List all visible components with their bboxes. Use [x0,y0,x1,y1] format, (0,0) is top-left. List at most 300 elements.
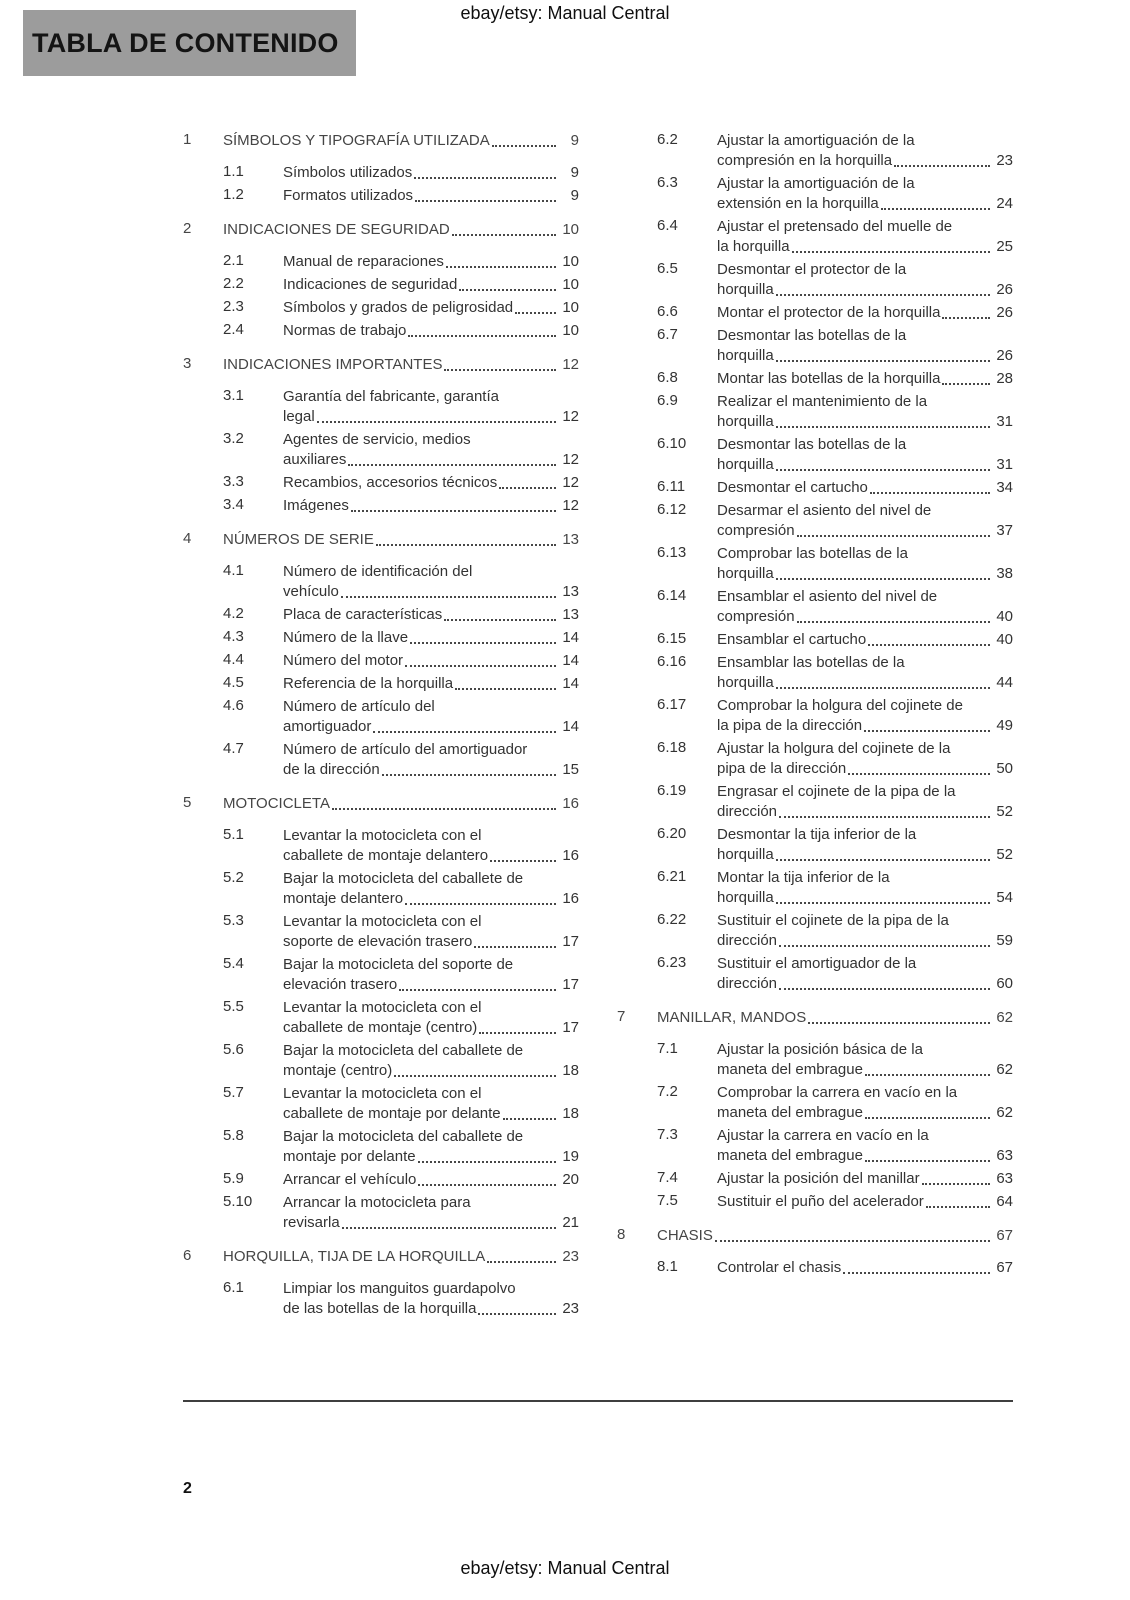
toc-entry-lines [223,220,579,240]
toc-entry-page: 19 [562,1148,579,1165]
toc-entry [617,954,1013,994]
toc-entry-title-line: Limpiar los manguitos guardapolvo [283,1280,516,1297]
toc-entry-lastline [283,496,579,516]
toc-entry [183,794,579,814]
toc-dot-leader [478,1313,556,1315]
toc-entry [617,217,1013,257]
toc-dot-leader [405,665,556,667]
toc-entry-number: 6.18 [657,739,687,756]
toc-entry-lastline [717,1169,1013,1189]
toc-entry-lines [283,651,579,671]
toc-entry-number: 5.10 [223,1193,253,1210]
toc-entry-title: de la dirección [283,761,380,778]
toc-entry-title-line: Comprobar la holgura del cojinete de [717,697,963,714]
toc-entry-number: 8.1 [657,1258,678,1275]
toc-entry-lastline [717,151,1013,171]
toc-entry-page: 23 [562,1300,579,1317]
toc-entry [183,1084,579,1124]
toc-entry [617,1258,1013,1278]
toc-entry-lines [283,430,579,470]
toc-entry-lastline [223,1247,579,1267]
toc-column-left [183,131,579,1322]
toc-entry-number: 7 [617,1008,626,1025]
toc-entry [617,326,1013,366]
toc-entry-number: 7.4 [657,1169,678,1186]
toc-entry-lastline [283,651,579,671]
toc-entry-page: 62 [996,1104,1013,1121]
toc-entry [183,826,579,866]
toc-entry-page: 14 [562,675,579,692]
toc-entry-number: 6.3 [657,174,678,191]
toc-dot-leader [399,989,556,991]
toc-entry-title: Imágenes [283,497,349,514]
toc-entry-number: 3.3 [223,473,244,490]
toc-entry-lines [717,544,1013,584]
toc-dot-leader [418,1161,556,1163]
toc-entry-lastline [717,280,1013,300]
toc-entry [183,1193,579,1233]
toc-entry-title: horquilla [717,347,774,364]
toc-entry-lastline [283,582,579,602]
toc-entry-lastline [283,407,579,427]
document-header-text: ebay/etsy: Manual Central [460,3,670,23]
toc-entry-title-line: Ajustar la amortiguación de la [717,132,915,149]
toc-entry-lines [717,1192,1013,1212]
toc-entry-lines [283,869,579,909]
toc-entry [617,587,1013,627]
toc-entry-lastline [283,889,579,909]
toc-entry-number: 6.17 [657,696,687,713]
toc-entry-title: Referencia de la horquilla [283,675,454,692]
toc-entry-title: horquilla [717,889,774,906]
toc-entry-lines [283,674,579,694]
toc-entry-number: 5.7 [223,1084,244,1101]
toc-dot-leader [868,644,990,646]
toc-entry [183,275,579,295]
toc-dot-leader [779,945,990,947]
toc-entry-lines [717,1258,1013,1278]
toc-entry-title: horquilla [717,565,774,582]
toc-entry-lines [717,326,1013,366]
toc-entry-page: 28 [996,370,1013,387]
toc-entry-title: horquilla [717,413,774,430]
toc-entry-page: 18 [562,1062,579,1079]
toc-entry-lastline [717,346,1013,366]
toc-entry-title-line: Realizar el mantenimiento de la [717,393,928,410]
toc-entry-title-line: Bajar la motocicleta del caballete de [283,1042,524,1059]
toc-entry-lines [717,435,1013,475]
toc-entry-number: 1 [183,131,192,148]
toc-dot-leader [776,902,990,904]
toc-dot-leader [341,596,556,598]
toc-entry [617,696,1013,736]
toc-entry-title: horquilla [717,281,774,298]
toc-entry-lines [283,1084,579,1124]
toc-dot-leader [848,773,990,775]
toc-entry-title-line: Levantar la motocicleta con el [283,1085,482,1102]
toc-dot-leader [926,1206,990,1208]
toc-entry-lines [657,1008,1013,1028]
page-title-box [23,10,356,76]
toc-entry-number: 3 [183,355,192,372]
toc-entry-title: maneta del embrague [717,1147,863,1164]
toc-entry-page: 26 [996,304,1013,321]
toc-entry-title: caballete de montaje (centro) [283,1019,478,1036]
toc-entry-title: caballete de montaje delantero [283,847,489,864]
toc-entry-page: 12 [562,408,579,425]
toc-dot-leader [776,578,990,580]
toc-entry [617,911,1013,951]
toc-entry-lastline [717,455,1013,475]
toc-entry-number: 5.1 [223,826,244,843]
toc-entry-page: 60 [996,975,1013,992]
toc-entry-title: INDICACIONES IMPORTANTES [223,356,443,373]
toc-entry-title-line: Comprobar la carrera en vacío en la [717,1084,958,1101]
toc-entry-page: 62 [996,1009,1013,1026]
toc-entry [617,369,1013,389]
toc-entry-number: 7.1 [657,1040,678,1057]
toc-entry [183,1127,579,1167]
toc-entry-title-line: Bajar la motocicleta del caballete de [283,1128,524,1145]
toc-entry-page: 52 [996,803,1013,820]
toc-entry [617,260,1013,300]
toc-entry [183,321,579,341]
toc-entry-title-line: Ajustar la posición básica de la [717,1041,923,1058]
toc-entry-title: elevación trasero [283,976,398,993]
toc-entry-page: 26 [996,281,1013,298]
toc-entry-title: Desmontar el cartucho [717,479,868,496]
toc-entry-lines [283,562,579,602]
toc-entry [183,1041,579,1081]
toc-entry [183,674,579,694]
toc-entry-page: 21 [562,1214,579,1231]
toc-entry [617,1008,1013,1028]
toc-entry-title: Manual de reparaciones [283,253,444,270]
toc-entry-page: 12 [562,497,579,514]
toc-entry [183,697,579,737]
toc-entry-lines [283,826,579,866]
toc-entry-lastline [283,846,579,866]
toc-entry-number: 3.4 [223,496,244,513]
toc-entry-title: vehículo [283,583,339,600]
toc-entry-page: 59 [996,932,1013,949]
toc-entry-lastline [717,564,1013,584]
toc-entry-lastline [223,220,579,240]
toc-dot-leader [942,317,990,319]
toc-entry-lines [283,697,579,737]
toc-entry-lastline [717,1146,1013,1166]
toc-entry-lastline [283,252,579,272]
toc-entry-title: SÍMBOLOS Y TIPOGRAFÍA UTILIZADA [223,132,490,149]
toc-entry [617,1169,1013,1189]
toc-dot-leader [797,535,990,537]
toc-entry-title-line: Levantar la motocicleta con el [283,827,482,844]
toc-entry-number: 6 [183,1247,192,1264]
toc-entry-title: Arrancar el vehículo [283,1171,417,1188]
toc-entry-lastline [717,845,1013,865]
toc-entry-title: Montar las botellas de la horquilla [717,370,941,387]
toc-dot-leader [942,383,990,385]
toc-entry [183,998,579,1038]
toc-entry-number: 5.8 [223,1127,244,1144]
toc-entry [617,1192,1013,1212]
toc-entry-lines [717,174,1013,214]
toc-entry-lastline [283,674,579,694]
toc-entry-page: 12 [562,474,579,491]
toc-entry-number: 5.6 [223,1041,244,1058]
toc-entry-title: Recambios, accesorios técnicos [283,474,498,491]
toc-entry-number: 6.23 [657,954,687,971]
toc-dot-leader [792,251,990,253]
toc-entry [183,473,579,493]
toc-dot-leader [418,1184,556,1186]
toc-entry-lines [657,1226,1013,1246]
toc-dot-leader [865,1074,990,1076]
toc-entry-lastline [717,1103,1013,1123]
toc-entry-title-line: Ensamblar el asiento del nivel de [717,588,938,605]
toc-entry-lines [283,186,579,206]
toc-entry-lastline [717,303,1013,323]
toc-entry-page: 67 [996,1259,1013,1276]
toc-entry-page: 12 [562,451,579,468]
toc-entry-page: 38 [996,565,1013,582]
toc-entry-title-line: Bajar la motocicleta del caballete de [283,870,524,887]
toc-entry-title: la pipa de la dirección [717,717,863,734]
toc-entry-page: 9 [570,132,579,149]
toc-entry-title-line: Desmontar el protector de la [717,261,907,278]
toc-entry-lastline [223,530,579,550]
toc-dot-leader [459,289,556,291]
toc-entry-lines [717,587,1013,627]
toc-entry-title-line: Arrancar la motocicleta para [283,1194,471,1211]
toc-entry-number: 6.6 [657,303,678,320]
toc-entry [183,186,579,206]
toc-entry-page: 16 [562,795,579,812]
toc-entry-number: 1.2 [223,186,244,203]
toc-entry-lines [283,998,579,1038]
toc-entry-lastline [657,1226,1013,1246]
toc-entry-title: Normas de trabajo [283,322,407,339]
toc-entry-lines [223,1247,579,1267]
toc-entry-lastline [283,717,579,737]
toc-entry [183,605,579,625]
toc-entry-lines [283,605,579,625]
toc-entry-lastline [717,412,1013,432]
toc-entry-title: Símbolos y grados de peligrosidad [283,299,514,316]
toc-entry-number: 4.3 [223,628,244,645]
toc-entry-lastline [717,237,1013,257]
toc-entry-lines [283,1041,579,1081]
toc-entry-number: 6.19 [657,782,687,799]
toc-entry-lastline [717,673,1013,693]
toc-entry-title: maneta del embrague [717,1061,863,1078]
toc-dot-leader [410,642,556,644]
toc-dot-leader [715,1240,990,1242]
toc-entry-lastline [283,275,579,295]
toc-entry-page: 26 [996,347,1013,364]
toc-dot-leader [881,208,990,210]
toc-entry-number: 2.4 [223,321,244,338]
toc-entry-page: 23 [996,152,1013,169]
toc-entry-title: dirección [717,932,778,949]
toc-entry [617,868,1013,908]
toc-entry-number: 8 [617,1226,626,1243]
toc-entry-page: 16 [562,847,579,864]
toc-entry-lastline [283,1018,579,1038]
toc-entry-number: 6.8 [657,369,678,386]
toc-entry-title: MOTOCICLETA [223,795,330,812]
page-number: 2 [183,1480,192,1497]
toc-dot-leader [414,177,556,179]
toc-entry-lines [283,473,579,493]
toc-entry-lines [717,954,1013,994]
toc-entry-title: extensión en la horquilla [717,195,879,212]
toc-entry-title: NÚMEROS DE SERIE [223,531,374,548]
toc-entry-title: CHASIS [657,1227,713,1244]
toc-entry-lastline [283,1061,579,1081]
toc-entry-page: 37 [996,522,1013,539]
toc-entry-lines [223,355,579,375]
toc-entry-lastline [717,607,1013,627]
toc-entry [617,1083,1013,1123]
toc-dot-leader [317,421,556,423]
toc-entry-lines [283,1193,579,1233]
toc-entry [183,252,579,272]
toc-dot-leader [479,1032,556,1034]
toc-entry-title-line: Agentes de servicio, medios [283,431,471,448]
toc-entry-number: 4.4 [223,651,244,668]
toc-dot-leader [444,369,556,371]
toc-entry-page: 50 [996,760,1013,777]
toc-entry-lines [717,131,1013,171]
toc-entry-title-line: Ajustar la holgura del cojinete de la [717,740,951,757]
toc-entry-title: Número de la llave [283,629,409,646]
toc-entry-title: INDICACIONES DE SEGURIDAD [223,221,450,238]
toc-entry-page: 13 [562,583,579,600]
toc-entry [617,131,1013,171]
toc-entry-lastline [283,1213,579,1233]
toc-entry-page: 14 [562,718,579,735]
toc-entry [183,496,579,516]
toc-entry [617,1126,1013,1166]
toc-dot-leader [452,234,556,236]
toc-entry-lastline [717,931,1013,951]
toc-entry-number: 5.2 [223,869,244,886]
toc-entry-page: 18 [562,1105,579,1122]
toc-entry-lastline [223,794,579,814]
toc-entry-lines [717,478,1013,498]
toc-entry-number: 2 [183,220,192,237]
toc-entry [183,740,579,780]
toc-entry-lastline [283,760,579,780]
toc-dot-leader [776,469,990,471]
toc-dot-leader [394,1075,556,1077]
toc-entry-title: la horquilla [717,238,790,255]
toc-entry-title-line: Levantar la motocicleta con el [283,999,482,1016]
toc-entry-page: 52 [996,846,1013,863]
toc-entry-page: 13 [562,531,579,548]
toc-entry-page: 10 [562,253,579,270]
toc-entry-lastline [717,630,1013,650]
toc-dot-leader [382,774,556,776]
toc-entry-page: 10 [562,276,579,293]
toc-entry-lastline [717,1060,1013,1080]
toc-entry-title: auxiliares [283,451,347,468]
toc-entry [183,298,579,318]
toc-entry-lines [283,321,579,341]
toc-dot-leader [776,859,990,861]
toc-entry-lines [283,387,579,427]
toc-entry-lastline [283,186,579,206]
toc-entry-number: 4.6 [223,697,244,714]
toc-entry-number: 2.3 [223,298,244,315]
toc-entry [617,653,1013,693]
toc-entry-page: 24 [996,195,1013,212]
toc-entry [183,163,579,183]
toc-entry-lastline [223,355,579,375]
toc-entry-lines [717,868,1013,908]
toc-entry-lastline [717,369,1013,389]
toc-entry-title-line: Comprobar las botellas de la [717,545,908,562]
toc-entry-number: 6.13 [657,544,687,561]
toc-entry-page: 31 [996,413,1013,430]
toc-entry-title-line: Levantar la motocicleta con el [283,913,482,930]
toc-entry-title: horquilla [717,674,774,691]
toc-entry-lines [283,1279,579,1319]
toc-entry-lines [283,1170,579,1190]
toc-entry-lines [717,1083,1013,1123]
toc-entry-lines [283,252,579,272]
toc-dot-leader [487,1261,556,1263]
toc-entry-number: 6.12 [657,501,687,518]
toc-entry-page: 25 [996,238,1013,255]
toc-entry-title-line: Número de artículo del amortiguador [283,741,528,758]
toc-entry-lines [283,628,579,648]
toc-column-right [617,131,1013,1322]
toc-dot-leader [776,294,990,296]
toc-entry-lines [717,739,1013,779]
toc-entry [617,392,1013,432]
toc-entry-page: 17 [562,1019,579,1036]
toc-entry-lines [223,530,579,550]
toc-entry-lines [717,1040,1013,1080]
toc-entry-lines [717,217,1013,257]
toc-dot-leader [808,1022,990,1024]
toc-entry-number: 6.5 [657,260,678,277]
toc-entry [183,220,579,240]
toc-entry-number: 1.1 [223,163,244,180]
toc-entry-title: maneta del embrague [717,1104,863,1121]
toc-entry-page: 17 [562,933,579,950]
toc-entry-lastline [283,975,579,995]
toc-dot-leader [865,1160,990,1162]
toc-entry-page: 44 [996,674,1013,691]
toc-entry-lastline [283,298,579,318]
toc-entry-title: revisarla [283,1214,340,1231]
toc-entry-page: 15 [562,761,579,778]
toc-entry-page: 34 [996,479,1013,496]
toc-entry-lastline [717,974,1013,994]
toc-entry-number: 6.1 [223,1279,244,1296]
toc-entry-lastline [283,1104,579,1124]
toc-entry-page: 16 [562,890,579,907]
toc-entry-title-line: Desmontar las botellas de la [717,327,907,344]
toc-entry-number: 4.7 [223,740,244,757]
toc-dot-leader [376,544,556,546]
toc-entry-lines [717,630,1013,650]
toc-dot-leader [455,688,556,690]
page-title: TABLA DE CONTENIDO [32,27,339,58]
